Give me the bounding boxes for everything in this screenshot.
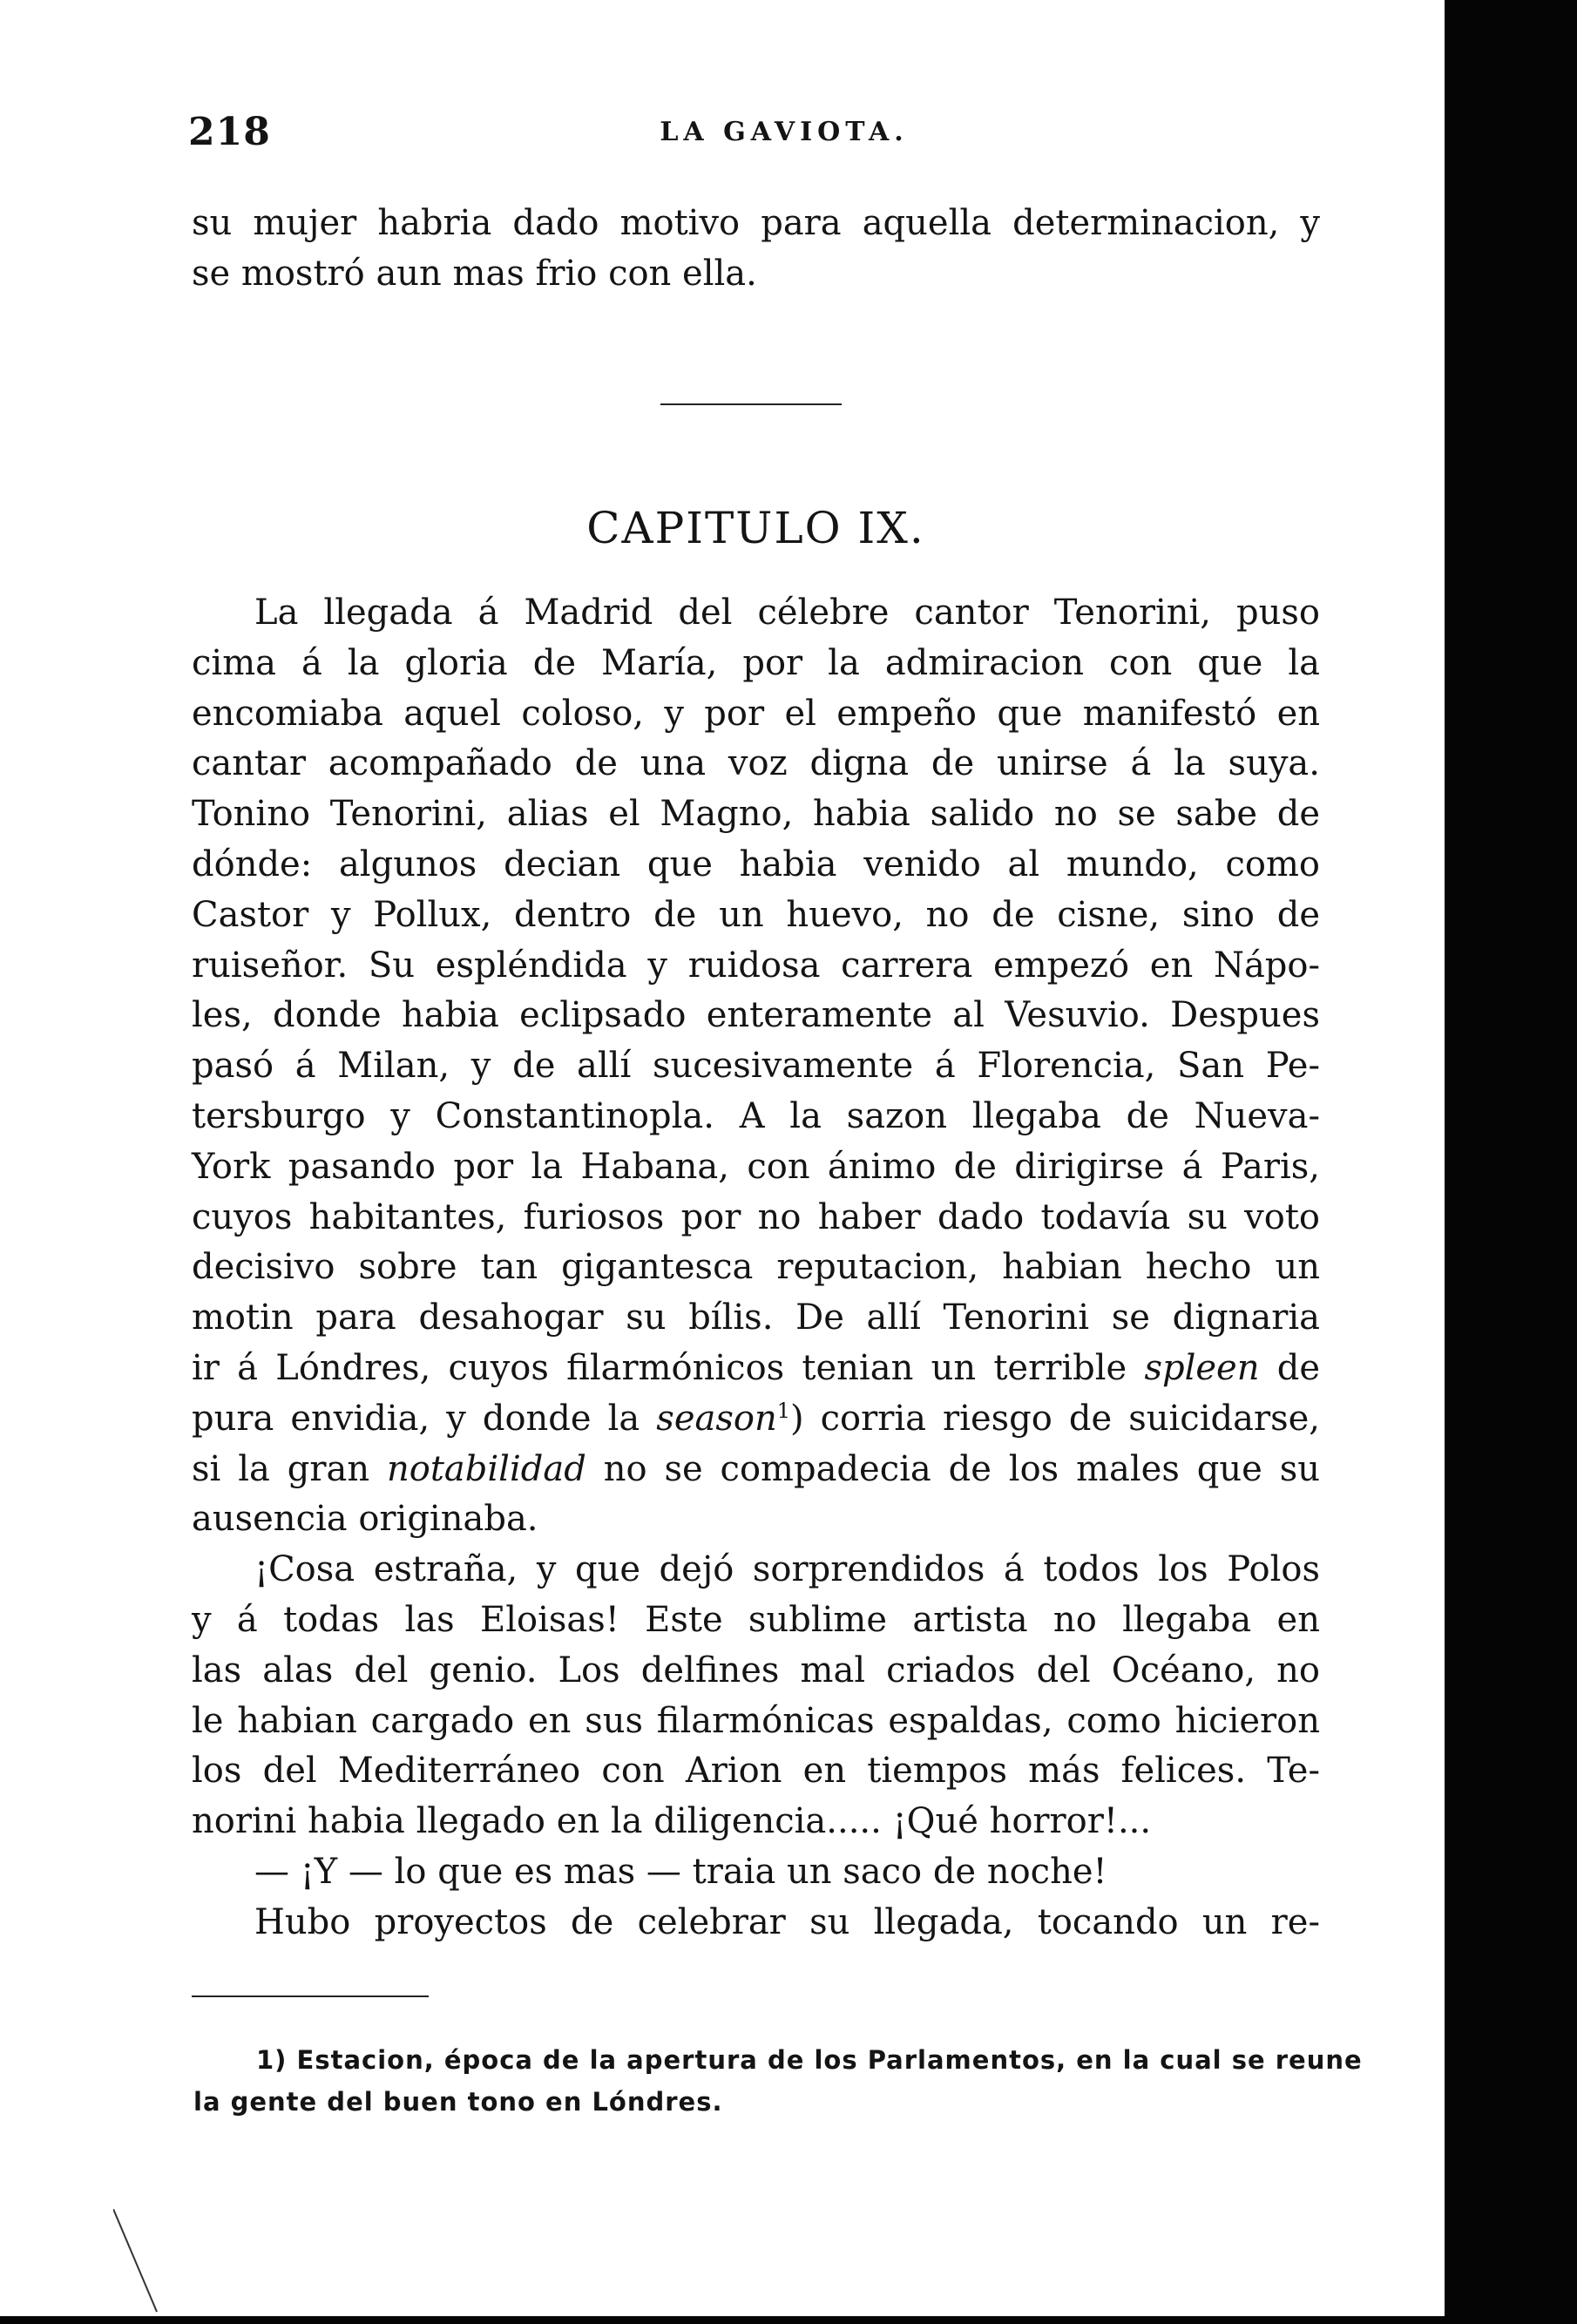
text-line: pasó á Milan, y de allí sucesivamente á Florencia, San Pe- <box>192 1046 1320 1087</box>
text-line: si la gran notabilidad no se compadecia de los males que su <box>192 1448 1320 1489</box>
text-line: Hubo proyectos de celebrar su llegada, tocando un re- <box>254 1901 1320 1942</box>
running-head-title: LA GAVIOTA. <box>660 117 909 147</box>
text-line: y á todas las Eloisas! Este sublime artista no llegaba en <box>192 1599 1320 1640</box>
chapter-title: CAPITULO IX. <box>586 503 925 553</box>
text-line: Tonino Tenorini, alias el Magno, habia salido no se sabe de <box>192 794 1320 835</box>
text-line: norini habia llegado en la diligencia..... ¡Qué horror!... <box>192 1801 1152 1842</box>
text-line: — ¡Y — lo que es mas — traia un saco de noche! <box>254 1851 1107 1892</box>
text-line: La llegada á Madrid del célebre cantor Tenorini, puso <box>254 593 1320 633</box>
text-line: los del Mediterráneo con Arion en tiempos más felices. Te- <box>192 1751 1320 1792</box>
text-line: York pasando por la Habana, con ánimo de dirigirse á Paris, <box>192 1146 1320 1187</box>
text-line: le habian cargado en sus filarmónicas espaldas, como hicieron <box>192 1700 1320 1741</box>
text-line: dónde: algunos decian que habia venido al mundo, como <box>192 844 1320 884</box>
text-line: decisivo sobre tan gigantesca reputacion, habian hecho un <box>192 1247 1320 1288</box>
text-line: ruiseñor. Su espléndida y ruidosa carrera empezó en Nápo- <box>192 945 1320 986</box>
text-line: Castor y Pollux, dentro de un huevo, no de cisne, sino de <box>192 894 1320 935</box>
italic-word: season <box>656 1398 777 1439</box>
footnote-line: 1) Estacion, época de la apertura de los Parlamentos, en la cual se reune <box>256 2045 1363 2075</box>
text-line: encomiaba aquel coloso, y por el empeño que manifestó en <box>192 693 1320 734</box>
scan-margin-dark-edge <box>1445 0 1577 2324</box>
italic-word: spleen <box>1144 1347 1260 1388</box>
page-number: 218 <box>188 110 271 154</box>
opening-paragraph <box>192 199 1320 300</box>
text-line: motin para desahogar su bílis. De allí Tenorini se dignaria <box>192 1298 1320 1338</box>
text-line: cuyos habitantes, furiosos por no haber dado todavía su voto <box>192 1196 1320 1237</box>
footnote-line: la gente del buen tono en Lóndres. <box>193 2087 723 2117</box>
text-line: les, donde habia eclipsado enteramente al Vesuvio. Despues <box>192 995 1320 1036</box>
text-line: ir á Lóndres, cuyos filarmónicos tenian un terrible spleen de <box>192 1347 1320 1388</box>
text-line: pura envidia, y donde la season$^1$) corria riesgo de suicidarse, <box>192 1398 1320 1439</box>
chapter-body <box>192 588 1320 1948</box>
text-line: ¡Cosa estraña, y que dejó sorprendidos á todos los Polos <box>254 1549 1320 1590</box>
text-line: cantar acompañado de una voz digna de unirse á la suya. <box>192 743 1320 784</box>
margin-pencil-mark <box>113 2209 183 2314</box>
text-line: cima á la gloria de María, por la admiracion con que la <box>192 642 1320 683</box>
footnote-rule <box>192 1995 429 1997</box>
footnote-reference: 1 <box>776 1398 790 1423</box>
footnote <box>193 2039 1363 2123</box>
section-divider-rule <box>660 403 842 405</box>
italic-word: notabilidad <box>387 1448 586 1489</box>
text-line: las alas del genio. Los delfines mal criados del Océano, no <box>192 1650 1320 1690</box>
text-line: se mostró aun mas frio con ella. <box>192 253 757 294</box>
text-line: su mujer habria dado motivo para aquella determinacion, y <box>192 203 1320 243</box>
text-line: tersburgo y Constantinopla. A la sazon llegaba de Nueva- <box>192 1095 1320 1136</box>
text-line: ausencia originaba. <box>192 1499 538 1540</box>
scan-bottom-dark-edge <box>0 2316 1577 2324</box>
